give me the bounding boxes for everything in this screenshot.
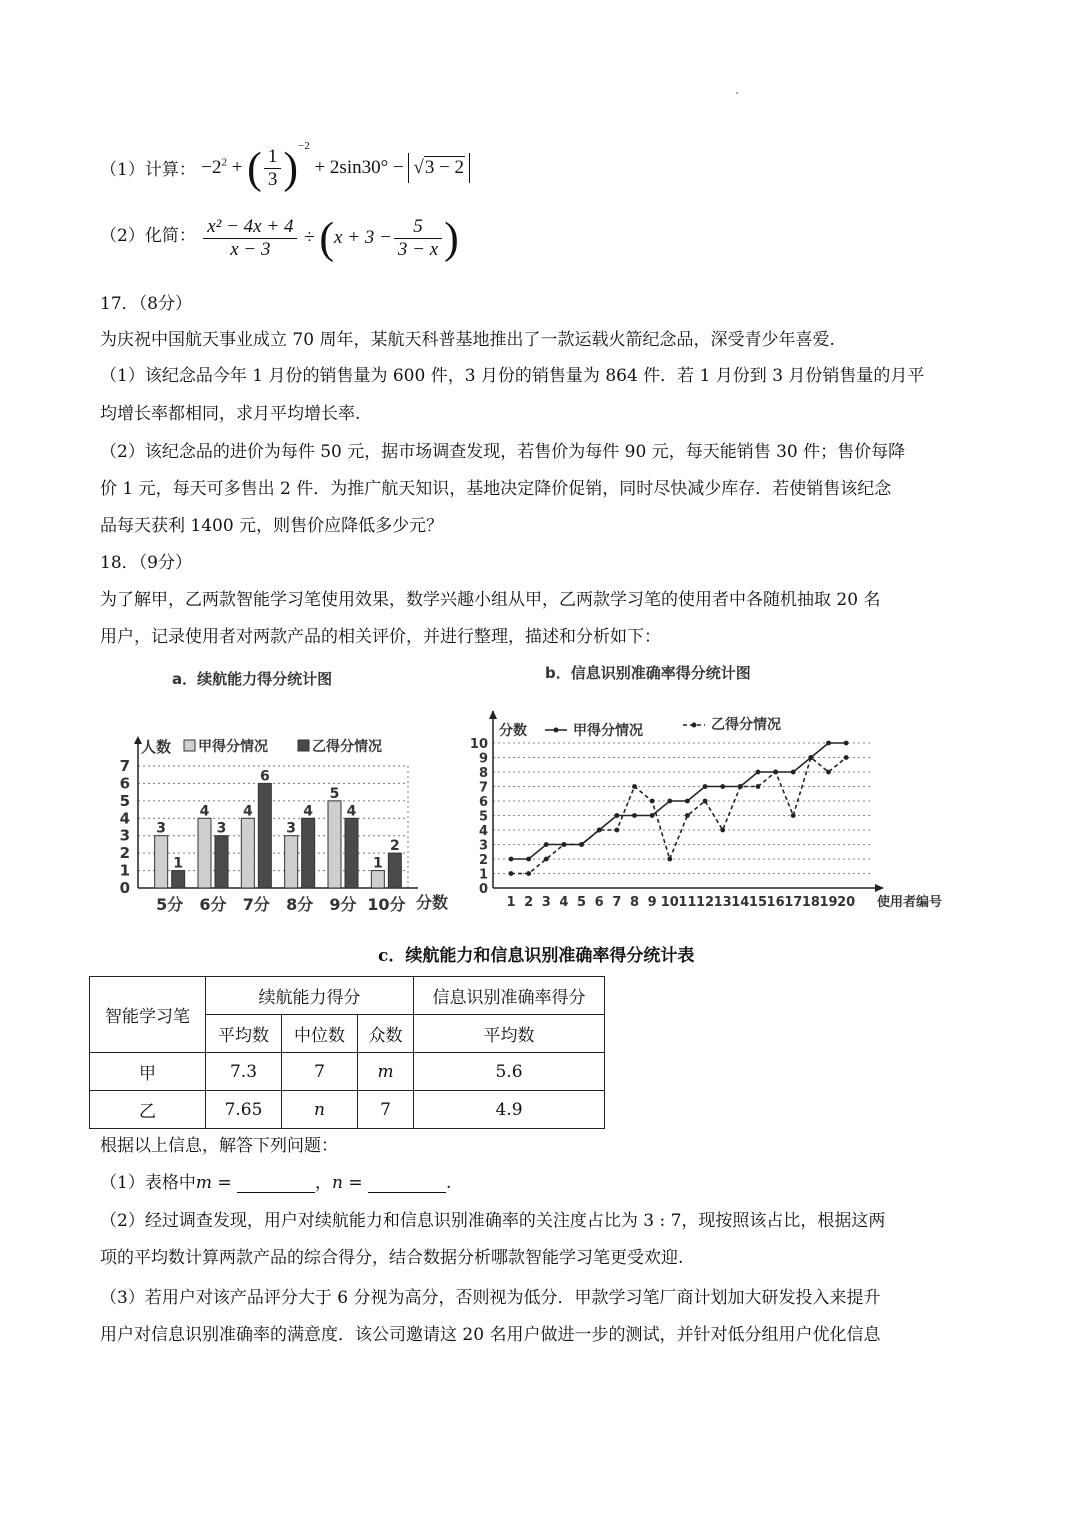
- q16-p2-expr: [201, 213, 459, 263]
- left-paren: (: [319, 213, 335, 263]
- x-tick-label: 5分: [156, 895, 184, 914]
- data-point: [685, 799, 690, 804]
- q17-p2-line2: 价 1 元，每天可多售出 2 件．为推广航天知识，基地决定降价促销，同时尽快减少库存．若使销售该纪念: [100, 479, 892, 499]
- legend-swatch: [298, 740, 309, 751]
- table-cell: 4.9: [414, 1091, 605, 1129]
- legend-marker: [554, 728, 559, 733]
- x-tick-label: 9分: [329, 895, 357, 914]
- y-axis-label: 人数: [141, 738, 172, 756]
- left-paren: (: [247, 143, 262, 193]
- right-paren: ): [283, 143, 298, 193]
- data-point: [650, 799, 655, 804]
- data-point: [509, 857, 514, 862]
- q16-p1-sqrt: 3 − 2: [424, 157, 465, 178]
- y-tick-label: 2: [119, 844, 130, 863]
- y-tick-label: 5: [478, 809, 488, 825]
- corner-dot: [736, 92, 738, 94]
- bar-value-label: 3: [216, 820, 227, 837]
- chart-a-title: a．续航能力得分统计图: [172, 670, 333, 688]
- bar-value-label: 4: [346, 803, 357, 820]
- chart-b-title: b．信息识别准确率得分统计图: [545, 664, 751, 682]
- q18-header: 18．（9分）: [100, 553, 192, 573]
- q18-after: 根据以上信息，解答下列问题：: [100, 1136, 338, 1156]
- data-point: [614, 813, 619, 818]
- q17-intro: 为庆祝中国航天事业成立 70 周年，某航天科普基地推出了一款运载火箭纪念品，深受青少年喜爱.: [100, 330, 835, 350]
- q16-p1-plus: +: [231, 157, 243, 178]
- bar-value-label: 4: [199, 803, 210, 820]
- data-point: [738, 784, 743, 789]
- x-tick-label: 7: [612, 895, 622, 910]
- data-point: [826, 741, 831, 746]
- table-row: [90, 1091, 605, 1129]
- q16-p1-fraction: [264, 146, 282, 191]
- data-point: [703, 784, 708, 789]
- data-point: [562, 842, 567, 847]
- y-tick-label: 10: [469, 737, 488, 752]
- legend-label: 乙得分情况: [711, 717, 781, 733]
- legend-label: 乙得分情况: [312, 739, 382, 755]
- q16-p1-term-b: + 2sin30° −: [314, 157, 404, 178]
- fraction-denominator: x − 3: [230, 239, 271, 260]
- header-cell: 众数: [358, 1015, 414, 1053]
- y-axis-arrow: [489, 710, 497, 719]
- fraction-numerator: 1: [264, 146, 282, 169]
- bar: [215, 836, 228, 888]
- bar-value-label: 3: [286, 820, 297, 837]
- header-cell: 中位数: [282, 1015, 358, 1053]
- q18-s1-label: （1）表格中: [100, 1173, 196, 1193]
- bar: [328, 801, 341, 888]
- x-tick-label: 10分: [367, 895, 406, 914]
- y-axis-label: 分数: [499, 723, 527, 739]
- data-point: [667, 799, 672, 804]
- q18-intro-line2: 用户，记录使用者对两款产品的相关评价，并进行整理，描述和分析如下：: [100, 627, 661, 647]
- data-point: [579, 842, 584, 847]
- bar-value-label: 1: [173, 855, 184, 872]
- table-row: [90, 1053, 605, 1091]
- x-tick-label: 2: [524, 895, 534, 910]
- data-point: [526, 857, 531, 862]
- legend-swatch: [184, 740, 195, 751]
- q16-p2-fraction: [203, 216, 297, 261]
- table-title: c．续航能力和信息识别准确率得分统计表: [378, 946, 695, 966]
- table-cell: 7: [282, 1053, 358, 1091]
- q17-p2-line1: （2）该纪念品的进价为每件 50 元，据市场调查发现，若售价为每件 90 元，每天能销售 30 件；售价每降: [100, 442, 906, 462]
- data-point: [826, 770, 831, 775]
- y-tick-label: 0: [119, 879, 130, 897]
- data-point: [720, 784, 725, 789]
- fraction-denominator: 3 − x: [397, 239, 439, 260]
- data-point: [650, 813, 655, 818]
- legend-label: 甲得分情况: [573, 723, 643, 739]
- data-point: [844, 741, 849, 746]
- table-cell: n: [282, 1091, 358, 1129]
- q18-sub1: [100, 1168, 451, 1193]
- data-point: [808, 755, 813, 760]
- data-point: [791, 770, 796, 775]
- fraction-denominator: 3: [267, 169, 278, 191]
- y-tick-label: 0: [478, 882, 488, 897]
- data-point: [632, 813, 637, 818]
- x-axis-label: 使用者编号: [877, 895, 943, 910]
- bar-value-label: 4: [242, 803, 253, 820]
- bar: [302, 818, 315, 888]
- y-tick-label: 3: [119, 826, 130, 845]
- q16-part2: [100, 213, 459, 263]
- x-tick-label: 17: [784, 895, 803, 910]
- data-point: [509, 871, 514, 876]
- bar: [258, 783, 271, 888]
- legend-marker: [692, 723, 697, 728]
- data-point: [544, 842, 549, 847]
- answer-blank-n[interactable]: [368, 1174, 446, 1193]
- y-tick-label: 4: [478, 824, 488, 839]
- x-tick-label: 6: [594, 895, 604, 910]
- x-tick-label: 16: [766, 895, 785, 910]
- x-tick-label: 5: [577, 895, 587, 910]
- equals-sign: =: [211, 1173, 238, 1193]
- q18-intro-line1: 为了解甲，乙两款智能学习笔使用效果，数学兴趣小组从甲，乙两款学习笔的使用者中各随机抽取 20 名: [100, 590, 881, 610]
- q17-p1-line1: （1）该纪念品今年 1 月份的销售量为 600 件，3 月份的销售量为 864 件．若 1 月份到 3 月份销售量的月平: [100, 366, 925, 386]
- bar-value-label: 4: [303, 803, 314, 820]
- fraction-numerator: 5: [394, 216, 442, 239]
- y-tick-label: 5: [119, 791, 130, 810]
- endurance-bar-chart: [110, 730, 460, 920]
- header-cell: 平均数: [414, 1015, 605, 1053]
- bar: [172, 871, 185, 888]
- header-cell: 智能学习笔: [90, 977, 206, 1053]
- y-tick-label: 6: [478, 795, 488, 810]
- bar: [285, 836, 298, 888]
- x-tick-label: 6分: [199, 895, 227, 914]
- bar-value-label: 1: [372, 855, 383, 872]
- bar: [155, 836, 168, 888]
- table-cell: 5.6: [414, 1053, 605, 1091]
- period: .: [446, 1173, 452, 1193]
- fraction-numerator: x² − 4x + 4: [203, 216, 297, 239]
- y-tick-label: 2: [478, 853, 488, 868]
- data-point: [844, 755, 849, 760]
- legend-label: 甲得分情况: [198, 739, 268, 755]
- x-tick-label: 7分: [242, 895, 270, 914]
- y-tick-label: 1: [119, 861, 130, 880]
- right-paren: ): [444, 213, 459, 263]
- x-tick-label: 4: [559, 895, 569, 910]
- q16-p1-exp-a: 2: [221, 156, 227, 169]
- y-tick-label: 8: [478, 766, 488, 781]
- q16-p1-label: （1）计算：: [100, 160, 196, 180]
- bar: [388, 853, 401, 888]
- bar-value-label: 5: [329, 785, 340, 802]
- bar-value-label: 2: [389, 838, 400, 855]
- q16-p1-expr: [201, 140, 470, 193]
- series-line: [511, 743, 846, 859]
- x-tick-label: 13: [713, 895, 732, 910]
- q18-s3-line2: 用户对信息识别准确率的满意度．该公司邀请这 20 名用户做进一步的测试，并针对低分组用户优化信息: [100, 1325, 881, 1345]
- q16-p1-exp: −2: [297, 140, 310, 152]
- table-cell: 7.65: [206, 1091, 282, 1129]
- comma: ，: [315, 1173, 333, 1193]
- table-cell: 7.3: [206, 1053, 282, 1091]
- x-tick-label: 8分: [286, 895, 314, 914]
- data-point: [632, 784, 637, 789]
- recognition-line-chart: [465, 705, 955, 920]
- x-tick-label: 1: [506, 895, 516, 910]
- q16-p1-abs: √3 − 2: [408, 153, 470, 183]
- q17-header: 17．（8分）: [100, 294, 192, 314]
- q16-p2-inner: x + 3 −: [334, 226, 392, 248]
- bar: [241, 818, 254, 888]
- q18-s2-line2: 项的平均数计算两款产品的综合得分，结合数据分析哪款智能学习笔更受欢迎.: [100, 1248, 684, 1268]
- x-axis-label: 分数: [416, 893, 449, 912]
- x-tick-label: 20: [837, 895, 856, 910]
- y-tick-label: 4: [119, 809, 130, 828]
- data-point: [685, 813, 690, 818]
- data-point: [526, 871, 531, 876]
- x-tick-label: 3: [541, 895, 551, 910]
- q17-p1-line2: 均增长率都相同，求月平均增长率.: [100, 404, 361, 424]
- x-tick-label: 11: [678, 895, 697, 910]
- stats-table: [89, 976, 605, 1129]
- y-tick-label: 7: [478, 780, 488, 796]
- data-point: [597, 828, 602, 833]
- table-cell: 乙: [90, 1091, 206, 1129]
- q16-p2-label: （2）化简：: [100, 225, 196, 246]
- x-tick-label: 14: [731, 895, 750, 910]
- var-m: m: [195, 1173, 212, 1193]
- x-tick-label: 9: [647, 895, 657, 910]
- x-tick-label: 10: [660, 895, 679, 910]
- bar-value-label: 3: [156, 820, 167, 837]
- q16-p2-inner-fraction: [394, 216, 442, 261]
- answer-blank-m[interactable]: [237, 1174, 315, 1193]
- table-row: [90, 977, 605, 1015]
- bar: [198, 818, 211, 888]
- y-tick-label: 1: [478, 867, 488, 883]
- equals-sign: =: [342, 1173, 369, 1193]
- y-tick-label: 7: [119, 757, 130, 775]
- header-cell: 续航能力得分: [206, 977, 414, 1015]
- q17-p2-line3: 品每天获利 1400 元，则售价应降低多少元？: [100, 516, 444, 536]
- header-cell: 信息识别准确率得分: [414, 977, 605, 1015]
- q18-s3-line1: （3）若用户对该产品评分大于 6 分视为高分，否则视为低分．甲款学习笔厂商计划加大研发投入来提升: [100, 1288, 881, 1308]
- data-point: [791, 813, 796, 818]
- data-point: [614, 828, 619, 833]
- header-cell: 平均数: [206, 1015, 282, 1053]
- table-cell: m: [358, 1053, 414, 1091]
- data-point: [544, 857, 549, 862]
- y-tick-label: 3: [478, 838, 488, 854]
- data-point: [703, 799, 708, 804]
- x-axis-arrow: [875, 884, 884, 892]
- bar: [345, 818, 358, 888]
- data-point: [720, 828, 725, 833]
- bar-value-label: 6: [259, 768, 270, 785]
- q18-s2-line1: （2）经过调查发现，用户对续航能力和信息识别准确率的关注度占比为 3 : 7，现按照该占比，根据这两: [100, 1211, 886, 1231]
- x-tick-label: 15: [748, 895, 768, 910]
- bar: [371, 871, 384, 888]
- divide-sign: ÷: [304, 226, 315, 248]
- var-n: n: [332, 1173, 343, 1193]
- x-tick-label: 12: [695, 895, 715, 910]
- data-point: [756, 784, 761, 789]
- x-tick-label: 18: [801, 895, 820, 910]
- table-cell: 7: [358, 1091, 414, 1129]
- data-point: [773, 770, 778, 775]
- y-tick-label: 6: [119, 774, 130, 793]
- data-point: [667, 857, 672, 862]
- q16-p1-term-a: −2: [201, 157, 222, 178]
- data-point: [756, 770, 761, 775]
- y-tick-label: 9: [478, 751, 488, 767]
- x-tick-label: 8: [629, 895, 640, 910]
- table-cell: 甲: [90, 1053, 206, 1091]
- q16-part1: [100, 142, 470, 193]
- x-tick-label: 19: [819, 895, 838, 910]
